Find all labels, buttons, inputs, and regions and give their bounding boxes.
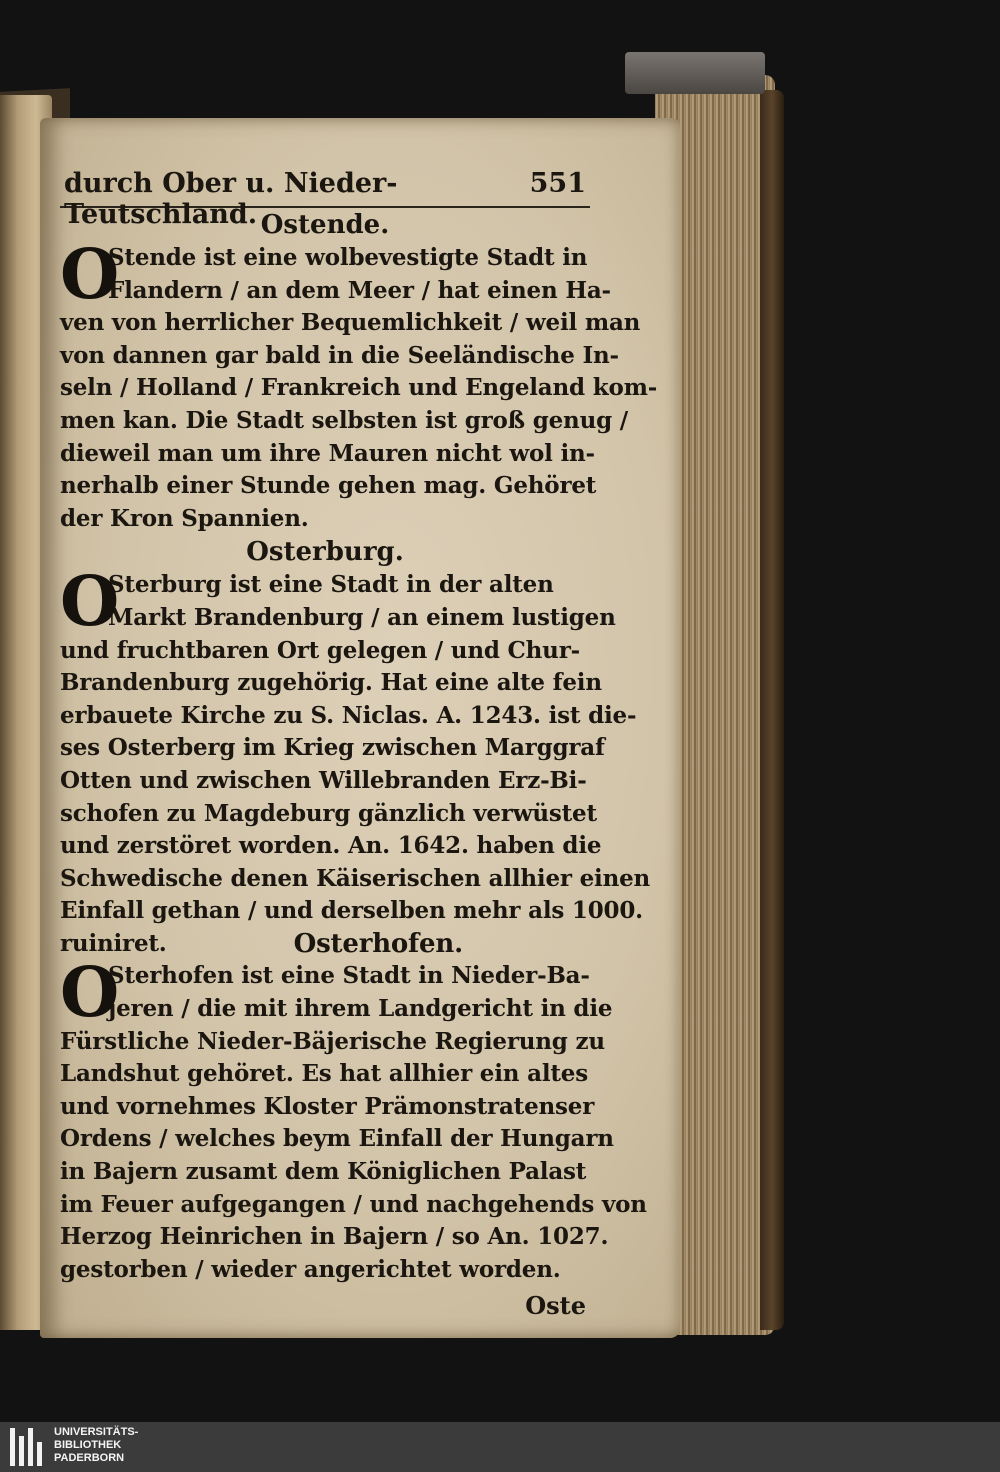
text-block <box>60 168 658 1326</box>
text-line: und vornehmes Kloster Prämonstratenser <box>60 1092 595 1120</box>
text-line: Schwedische denen Käiserischen allhier einen <box>60 864 651 892</box>
library-name <box>54 1426 138 1465</box>
text-line: Landshut gehöret. Es hat allhier ein altes <box>60 1060 588 1088</box>
text-line: erbauete Kirche zu S. Niclas. A. 1243. ist die- <box>60 701 637 729</box>
metal-clasp <box>625 52 765 94</box>
text-line: und zerstöret worden. An. 1642. haben die <box>60 832 602 860</box>
book-page <box>40 118 680 1338</box>
entry-heading: Osterhofen. <box>293 928 463 959</box>
text-line: jeren / die mit ihrem Landgericht in die <box>108 995 613 1023</box>
catchword: Oste <box>525 1291 586 1321</box>
drop-initial: O <box>60 235 120 315</box>
text-line: Stende ist eine wolbevestigte Stadt in <box>108 244 588 271</box>
text-line: Sterburg ist eine Stadt in der alten <box>108 571 554 599</box>
text-line: und fruchtbaren Ort gelegen / und Chur- <box>60 636 580 664</box>
text-line: gestorben / wieder angerichtet worden. <box>60 1255 561 1283</box>
entry-paragraph <box>60 562 651 960</box>
text-line: dieweil man um ihre Mauren nicht wol in- <box>60 439 595 467</box>
library-name-line: UNIVERSITÄTS- <box>54 1426 139 1438</box>
text-line: nerhalb einer Stunde gehen mag. Gehöret <box>60 472 597 500</box>
cover-edge <box>760 90 784 1330</box>
entry-paragraph <box>60 235 658 535</box>
library-name-line: BIBLIOTHEK <box>54 1439 122 1451</box>
library-name-line: PADERBORN <box>54 1452 125 1464</box>
running-head: durch Ober u. Nieder-Teutschland. <box>64 168 398 230</box>
text-line: seln / Holland / Frankreich und Engeland kom- <box>60 374 658 402</box>
text-line: der Kron Spannien. <box>60 504 309 532</box>
text-line: in Bajern zusamt dem Königlichen Palast <box>60 1158 587 1186</box>
drop-initial: O <box>60 562 120 643</box>
text-line: ruiniret. <box>60 929 167 957</box>
text-line: Brandenburg zugehörig. Hat eine alte fein <box>60 669 602 697</box>
text-line: Markt Brandenburg / an einem lustigen <box>108 603 616 631</box>
text-line: ven von herrlicher Bequemlichkeit / weil man <box>60 309 641 337</box>
text-line: Herzog Heinrichen in Bajern / so An. 1027. <box>60 1223 609 1251</box>
text-line-with-heading <box>60 928 590 961</box>
text-line: Einfall gethan / und derselben mehr als 1000. <box>60 897 643 925</box>
footer-bar <box>0 1422 1000 1472</box>
entry-heading: Osterburg. <box>246 537 404 568</box>
text-line: von dannen gar bald in die Seeländische In- <box>60 341 619 369</box>
text-line: Sterhofen ist eine Stadt in Nieder-Ba- <box>108 962 590 990</box>
text-line: ses Osterberg im Krieg zwischen Marggraf <box>60 734 605 762</box>
entry-heading: Ostende. <box>260 210 390 240</box>
text-line: Fürstliche Nieder-Bäjerische Regierung zu <box>60 1027 605 1055</box>
library-logo-icon <box>10 1428 44 1466</box>
text-line: schofen zu Magdeburg gänzlich verwüstet <box>60 799 597 827</box>
text-line: im Feuer aufgegangen / und nachgehends von <box>60 1190 647 1218</box>
page-number: 551 <box>529 168 586 199</box>
entry-paragraph <box>60 953 647 1286</box>
drop-initial: O <box>60 953 120 1034</box>
text-line: Flandern / an dem Meer / hat einen Ha- <box>108 276 611 304</box>
text-line: men kan. Die Stadt selbsten ist groß genug / <box>60 406 628 434</box>
text-line: Otten und zwischen Willebranden Erz-Bi- <box>60 766 587 794</box>
text-line: Ordens / welches beym Einfall der Hungarn <box>60 1125 614 1153</box>
